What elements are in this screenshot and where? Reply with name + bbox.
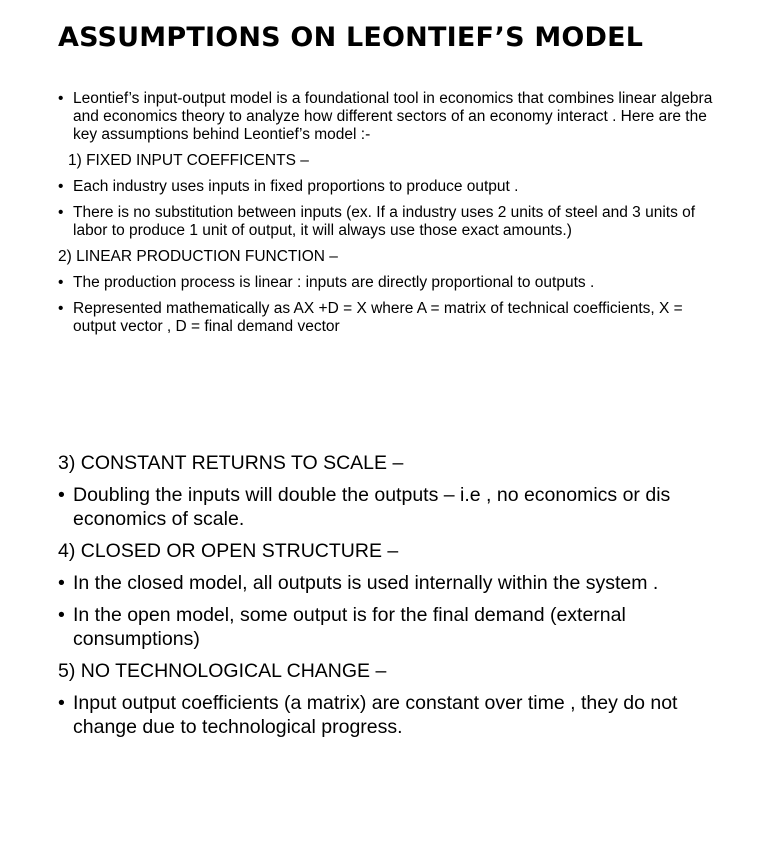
assumptions-part-2 xyxy=(58,451,718,747)
intro-text: Leontief’s input-output model is a foundational tool in economics that combines linear algebra and economics theory to analyze how different sectors of an economy interact . Here are the key assumptions behind Leontief’s model :- xyxy=(73,90,713,143)
list-item xyxy=(58,483,718,531)
heading-closed-or-open-structure: 4) CLOSED OR OPEN STRUCTURE – xyxy=(58,540,399,562)
bullet-text: Each industry uses inputs in fixed proportions to produce output . xyxy=(73,178,519,195)
bullet-icon: • xyxy=(58,484,65,506)
list-item xyxy=(58,691,718,739)
heading-fixed-input-coefficients: 1) FIXED INPUT COEFFICENTS – xyxy=(68,152,309,169)
heading-no-technological-change: 5) NO TECHNOLOGICAL CHANGE – xyxy=(58,660,387,682)
bullet-text: Represented mathematically as AX +D = X where A = matrix of technical coefficients, X = output vector , D = final demand vector xyxy=(73,300,683,335)
list-item xyxy=(58,204,718,240)
bullet-text: Input output coefficients (a matrix) are constant over time , they do not change due to technological progress. xyxy=(73,692,678,738)
bullet-icon: • xyxy=(58,692,65,714)
list-item xyxy=(58,603,718,651)
bullet-text: There is no substitution between inputs (ex. If a industry uses 2 units of steel and 3 units of labor to produce 1 unit of output, it will always use those exact amounts.) xyxy=(73,204,696,239)
heading-linear-production-function: 2) LINEAR PRODUCTION FUNCTION – xyxy=(58,248,338,265)
bullet-text: The production process is linear : inputs are directly proportional to outputs . xyxy=(73,274,595,291)
heading-constant-returns-to-scale: 3) CONSTANT RETURNS TO SCALE – xyxy=(58,452,404,474)
bullet-icon: • xyxy=(58,178,64,195)
bullet-icon: • xyxy=(58,572,65,594)
list-item xyxy=(58,300,718,336)
bullet-icon: • xyxy=(58,604,65,626)
bullet-text: Doubling the inputs will double the outputs – i.e , no economics or dis economics of scale. xyxy=(73,484,671,530)
bullet-icon: • xyxy=(58,90,64,107)
list-item xyxy=(58,178,718,196)
bullet-icon: • xyxy=(58,204,64,221)
intro-bullet xyxy=(58,90,718,144)
bullet-text: In the open model, some output is for the final demand (external consumptions) xyxy=(73,604,626,650)
list-item xyxy=(58,571,718,595)
bullet-icon: • xyxy=(58,300,64,317)
slide-title: ASSUMPTIONS ON LEONTIEF’S MODEL xyxy=(58,22,644,53)
bullet-icon: • xyxy=(58,274,64,291)
bullet-text: In the closed model, all outputs is used internally within the system . xyxy=(73,572,659,594)
list-item xyxy=(58,274,718,292)
assumptions-part-1 xyxy=(58,90,718,344)
